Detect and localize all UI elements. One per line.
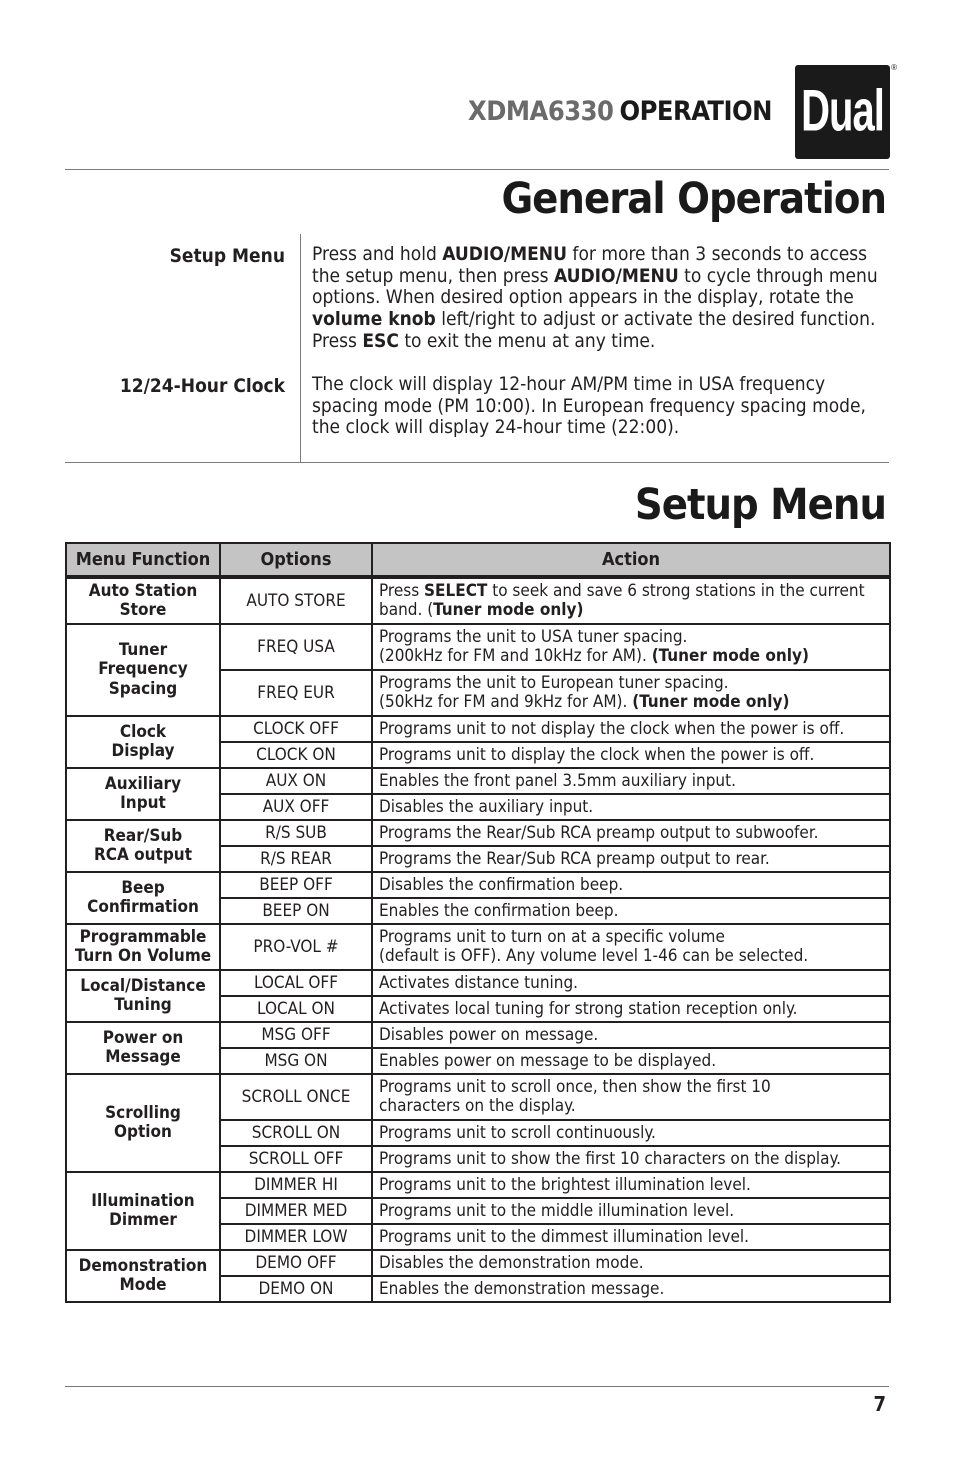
menu-function-line: Demonstration (78, 1255, 208, 1276)
option-cell: DIMMER MED (220, 1198, 372, 1224)
menu-function-line: RCA output (93, 845, 193, 865)
menu-function-line: Option (114, 1122, 172, 1142)
action-cell: Programs the unit to USA tuner spacing. (200kHz for FM and 10kHz for AM). (Tuner mode only) (372, 624, 890, 670)
table-row (66, 1074, 890, 1120)
action-cell: Enables the confirmation beep. (372, 898, 890, 924)
option-cell: FREQ EUR (220, 670, 372, 716)
table-row (66, 924, 890, 970)
menu-function-cell (66, 872, 220, 924)
menu-function-cell (66, 1074, 220, 1172)
menu-function-cell (66, 1022, 220, 1074)
table-row (66, 768, 890, 794)
option-cell: PRO-VOL # (220, 924, 372, 970)
page-number: 7 (873, 1392, 886, 1416)
table-body (66, 577, 890, 1302)
menu-function-line: Spacing (108, 678, 178, 699)
option-cell: CLOCK ON (220, 742, 372, 768)
menu-function-line: Local/Distance (80, 975, 206, 996)
action-cell: Enables power on message to be displayed. (372, 1048, 890, 1074)
menu-function-line: Auxiliary (104, 773, 182, 794)
section-rule (65, 462, 889, 463)
general-operation-title: General Operation (501, 174, 886, 224)
option-cell: LOCAL OFF (220, 970, 372, 996)
option-cell: LOCAL ON (220, 996, 372, 1022)
option-cell: MSG ON (220, 1048, 372, 1074)
logo-wordmark: Dual (801, 79, 884, 144)
menu-function-cell (66, 577, 220, 624)
menu-function-cell (66, 970, 220, 1022)
table-row (66, 624, 890, 670)
menu-function-line: Power on (102, 1027, 184, 1048)
menu-function-cell (66, 1172, 220, 1250)
action-cell: Programs unit to show the first 10 characters on the display. (372, 1146, 890, 1172)
action-cell: Programs unit to scroll once, then show the first 10 characters on the display. (372, 1074, 890, 1120)
table-row (66, 820, 890, 846)
option-cell: DEMO OFF (220, 1250, 372, 1276)
column-header-action: Action (372, 543, 890, 577)
menu-function-cell (66, 924, 220, 970)
column-header-function: Menu Function (66, 543, 220, 577)
action-cell: Programs unit to the dimmest illumination level. (372, 1224, 890, 1250)
footer-rule (65, 1386, 889, 1387)
table-row (66, 577, 890, 624)
action-cell: Activates distance tuning. (372, 970, 890, 996)
action-cell: Enables the front panel 3.5mm auxiliary input. (372, 768, 890, 794)
action-cell: Programs unit to display the clock when the power is off. (372, 742, 890, 768)
action-cell: Press SELECT to seek and save 6 strong stations in the current band. (Tuner mode only) (372, 577, 890, 624)
menu-function-cell (66, 1250, 220, 1302)
table-header-row (66, 543, 890, 577)
setup-menu-title: Setup Menu (634, 480, 886, 530)
menu-function-line: Rear/Sub (103, 825, 183, 846)
option-cell: DEMO ON (220, 1276, 372, 1302)
operation-label: OPERATION (619, 96, 772, 127)
table-row (66, 1172, 890, 1198)
menu-function-line: Message (105, 1047, 181, 1067)
menu-function-line: Confirmation (87, 897, 199, 917)
option-cell: R/S SUB (220, 820, 372, 846)
header-rule (65, 169, 889, 170)
table-row (66, 872, 890, 898)
option-cell: BEEP ON (220, 898, 372, 924)
column-divider (300, 234, 301, 462)
term-clock: 12/24-Hour Clock (119, 375, 285, 397)
column-header-options: Options (220, 543, 372, 577)
option-cell: R/S REAR (220, 846, 372, 872)
general-operation-section (65, 234, 889, 462)
action-cell: Programs unit to scroll continuously. (372, 1120, 890, 1146)
setup-menu-table (65, 542, 891, 1303)
menu-function-line: Clock (119, 721, 167, 742)
option-cell: SCROLL OFF (220, 1146, 372, 1172)
model-number: XDMA6330 (467, 96, 614, 127)
action-cell: Disables the demonstration mode. (372, 1250, 890, 1276)
menu-function-line: Tuner (118, 639, 168, 660)
menu-function-line: Frequency (98, 659, 188, 680)
action-cell: Activates local tuning for strong station reception only. (372, 996, 890, 1022)
desc-clock: The clock will display 12-hour AM/PM time in USA frequency spacing mode (PM 10:00). In European frequency spacing mode, the clock will display 24-hour time (22:00). (312, 373, 866, 439)
action-cell: Programs the Rear/Sub RCA preamp output to subwoofer. (372, 820, 890, 846)
menu-function-line: Scrolling (105, 1102, 181, 1123)
option-cell: SCROLL ONCE (220, 1074, 372, 1120)
menu-function-line: Programmable (79, 926, 207, 947)
action-cell: Programs unit to the brightest illumination level. (372, 1172, 890, 1198)
brand-logo (795, 63, 896, 159)
action-cell: Programs unit to not display the clock when the power is off. (372, 716, 890, 742)
action-cell: Enables the demonstration message. (372, 1276, 890, 1302)
desc-setup-menu: Press and hold AUDIO/MENU for more than 3 seconds to access the setup menu, then press AUDIO/MENU to cycle through menu options. When desired option appears in the display, rotate the volume knob left/right to adjust or activate the desired function. Press ESC to exit the menu at any time. (312, 243, 878, 352)
table-row (66, 970, 890, 996)
option-cell: DIMMER LOW (220, 1224, 372, 1250)
option-cell: BEEP OFF (220, 872, 372, 898)
action-cell: Programs the unit to European tuner spacing. (50kHz for FM and 9kHz for AM). (Tuner mode only) (372, 670, 890, 716)
menu-function-line: Display (111, 741, 175, 761)
menu-function-line: Input (120, 793, 166, 813)
menu-function-line: Auto Station (88, 580, 198, 601)
menu-function-line: Turn On Volume (74, 946, 212, 966)
manual-header (468, 96, 772, 127)
action-cell: Programs unit to turn on at a specific volume (default is OFF). Any volume level 1-46 can be selected. (372, 924, 890, 970)
term-setup-menu: Setup Menu (169, 245, 285, 267)
action-cell: Disables power on message. (372, 1022, 890, 1048)
menu-function-line: Illumination (91, 1190, 195, 1211)
menu-function-line: Beep (121, 877, 165, 898)
option-cell: MSG OFF (220, 1022, 372, 1048)
option-cell: FREQ USA (220, 624, 372, 670)
action-cell: Disables the auxiliary input. (372, 794, 890, 820)
table-row (66, 1250, 890, 1276)
action-cell: Disables the confirmation beep. (372, 872, 890, 898)
action-cell: Programs the Rear/Sub RCA preamp output to rear. (372, 846, 890, 872)
table-row (66, 716, 890, 742)
registered-mark: ® (891, 63, 896, 72)
option-cell: CLOCK OFF (220, 716, 372, 742)
menu-function-line: Store (119, 600, 167, 620)
menu-function-cell (66, 768, 220, 820)
table-row (66, 1022, 890, 1048)
action-cell: Programs unit to the middle illumination level. (372, 1198, 890, 1224)
option-cell: AUX OFF (220, 794, 372, 820)
menu-function-line: Tuning (114, 995, 172, 1015)
option-cell: AUX ON (220, 768, 372, 794)
menu-function-line: Dimmer (109, 1210, 177, 1230)
menu-function-cell (66, 820, 220, 872)
menu-function-line: Mode (119, 1275, 167, 1295)
menu-function-cell (66, 716, 220, 768)
option-cell: DIMMER HI (220, 1172, 372, 1198)
menu-function-cell (66, 624, 220, 716)
option-cell: AUTO STORE (220, 577, 372, 624)
option-cell: SCROLL ON (220, 1120, 372, 1146)
